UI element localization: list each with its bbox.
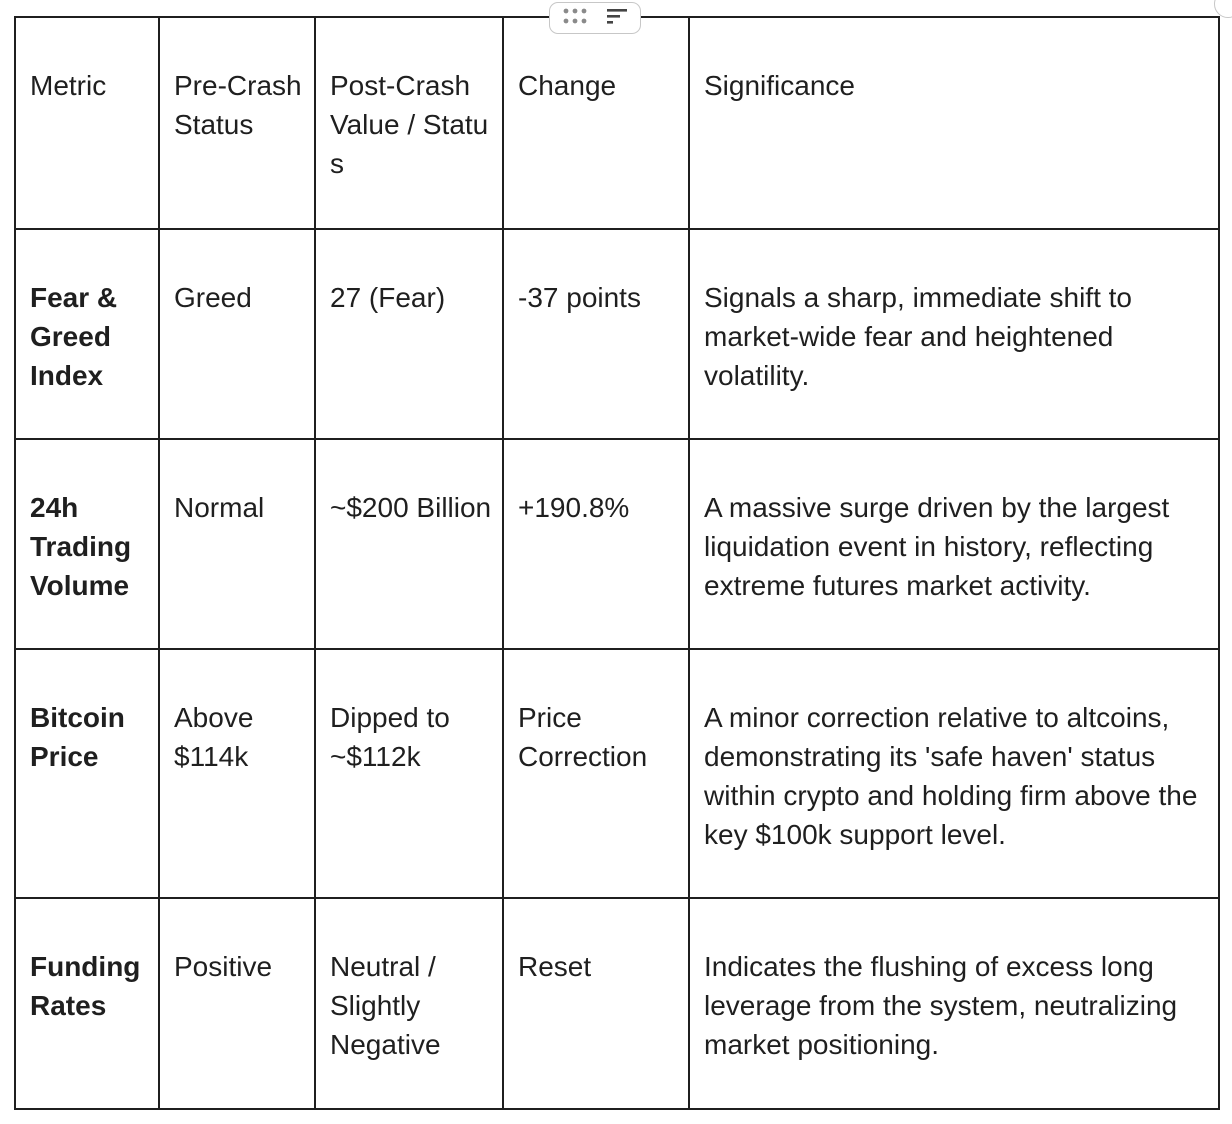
cell-significance[interactable]: A minor correction relative to altcoins, demonstrating its 'safe haven' status within crypto and holding firm above the key $100k support level. — [689, 649, 1219, 898]
header-change[interactable]: Change — [503, 17, 689, 229]
table-row — [15, 229, 1219, 439]
header-pre-crash-status[interactable]: Pre-Crash Status — [159, 17, 315, 229]
cell-significance[interactable]: Signals a sharp, immediate shift to market-wide fear and heightened volatility. — [689, 229, 1219, 439]
cell-significance[interactable]: A massive surge driven by the largest liquidation event in history, reflecting extreme futures market activity. — [689, 439, 1219, 649]
table-row — [15, 649, 1219, 898]
cell-metric[interactable]: Bitcoin Price — [15, 649, 159, 898]
cell-pre-crash[interactable]: Normal — [159, 439, 315, 649]
metrics-table-container — [14, 16, 1220, 1110]
header-metric[interactable]: Metric — [15, 17, 159, 229]
sort-filter-icon[interactable] — [606, 7, 628, 30]
cell-pre-crash[interactable]: Greed — [159, 229, 315, 439]
cell-change[interactable]: -37 points — [503, 229, 689, 439]
cell-metric[interactable]: Fear & Greed Index — [15, 229, 159, 439]
table-toolbar[interactable] — [549, 2, 641, 34]
cell-change[interactable]: Reset — [503, 898, 689, 1109]
cell-post-crash[interactable]: Dipped to ~$112k — [315, 649, 503, 898]
cell-pre-crash[interactable]: Above $114k — [159, 649, 315, 898]
table-header-row — [15, 17, 1219, 229]
header-significance[interactable]: Significance — [689, 17, 1219, 229]
cell-post-crash[interactable]: 27 (Fear) — [315, 229, 503, 439]
table-row — [15, 439, 1219, 649]
drag-handle-icon[interactable] — [562, 7, 588, 30]
cell-significance[interactable]: Indicates the flushing of excess long leverage from the system, neutralizing market positioning. — [689, 898, 1219, 1109]
cell-metric[interactable]: Funding Rates — [15, 898, 159, 1109]
cell-post-crash[interactable]: ~$200 Billion — [315, 439, 503, 649]
cell-post-crash[interactable]: Neutral / Slightly Negative — [315, 898, 503, 1109]
cell-pre-crash[interactable]: Positive — [159, 898, 315, 1109]
header-post-crash-value[interactable]: Post-Crash Value / Status — [315, 17, 503, 229]
cell-metric[interactable]: 24h Trading Volume — [15, 439, 159, 649]
table-row — [15, 898, 1219, 1109]
cell-change[interactable]: +190.8% — [503, 439, 689, 649]
cell-change[interactable]: Price Correction — [503, 649, 689, 898]
crash-metrics-table — [14, 16, 1220, 1110]
